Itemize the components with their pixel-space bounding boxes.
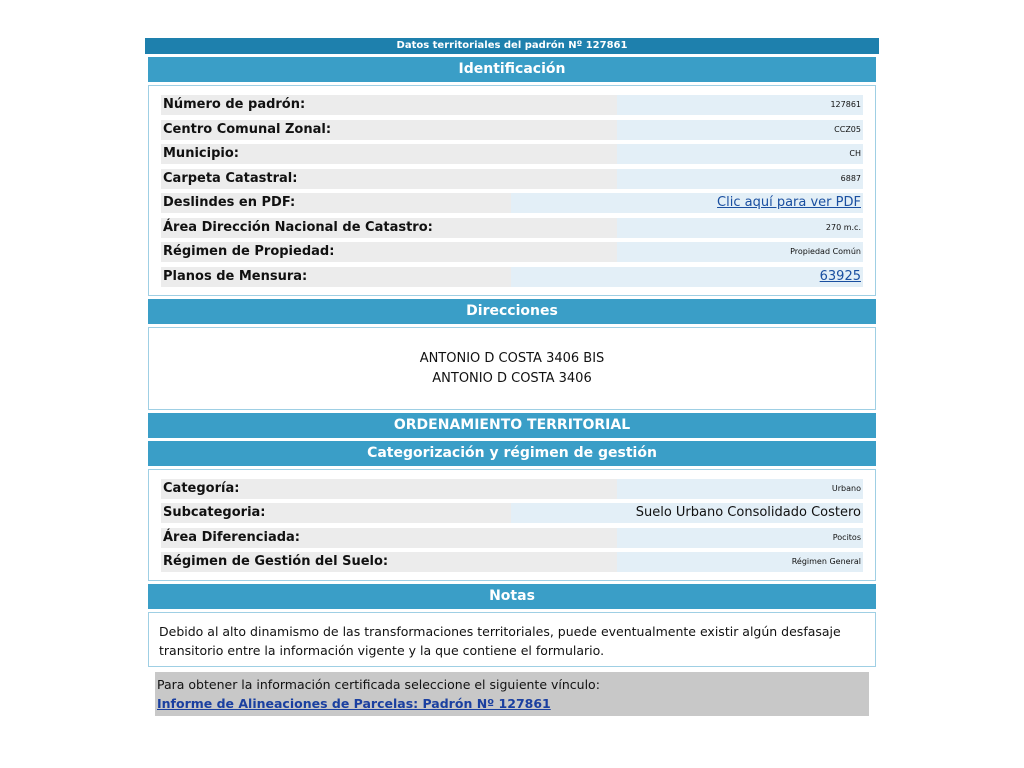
field-value: CH	[617, 144, 863, 164]
address-item: ANTONIO D COSTA 3406	[432, 370, 592, 386]
row-regimen-gestion	[161, 552, 863, 572]
field-value	[511, 267, 863, 287]
field-value	[511, 193, 863, 213]
row-regimen-propiedad	[161, 242, 863, 262]
field-value: Urbano	[617, 479, 863, 499]
field-label: Número de padrón:	[161, 95, 617, 115]
field-value: Pocitos	[617, 528, 863, 548]
row-municipio	[161, 144, 863, 164]
field-label: Área Diferenciada:	[161, 528, 617, 548]
categorizacion-header: Categorización y régimen de gestión	[148, 441, 876, 466]
row-subcategoria	[161, 503, 863, 523]
field-value: Régimen General	[617, 552, 863, 572]
field-value: Propiedad Común	[617, 242, 863, 262]
row-area-diferenciada	[161, 528, 863, 548]
categorizacion-box	[148, 469, 876, 582]
row-centro-comunal	[161, 120, 863, 140]
certificado-box	[155, 672, 869, 716]
row-area-catastro	[161, 218, 863, 238]
field-label: Categoría:	[161, 479, 617, 499]
field-label: Régimen de Gestión del Suelo:	[161, 552, 617, 572]
notas-text: Debido al alto dinamismo de las transformaciones territoriales, puede eventualmente existir algún desfasaje transitorio entre la información vigente y la que contiene el formulario.	[148, 612, 876, 667]
field-value: CCZ05	[617, 120, 863, 140]
notas-header: Notas	[148, 584, 876, 609]
field-value: Suelo Urbano Consolidado Costero	[511, 503, 863, 523]
certificado-text: Para obtener la información certificada seleccione el siguiente vínculo:	[157, 677, 600, 692]
row-deslindes-pdf	[161, 193, 863, 213]
row-carpeta-catastral	[161, 169, 863, 189]
field-label: Municipio:	[161, 144, 617, 164]
row-planos-mensura	[161, 267, 863, 287]
row-numero-padron	[161, 95, 863, 115]
direcciones-header: Direcciones	[148, 299, 876, 324]
identificacion-header: Identificación	[148, 57, 876, 82]
report-container	[145, 38, 879, 716]
identificacion-box	[148, 85, 876, 296]
field-label: Planos de Mensura:	[161, 267, 511, 287]
informe-alineaciones-link[interactable]: Informe de Alineaciones de Parcelas: Padrón Nº 127861	[157, 696, 551, 711]
deslindes-pdf-link[interactable]: Clic aquí para ver PDF	[717, 195, 861, 210]
ordenamiento-header: ORDENAMIENTO TERRITORIAL	[148, 413, 876, 438]
planos-mensura-link[interactable]: 63925	[819, 268, 861, 284]
direcciones-box	[148, 327, 876, 410]
field-value: 6887	[617, 169, 863, 189]
field-label: Subcategoria:	[161, 503, 511, 523]
field-value: 270 m.c.	[617, 218, 863, 238]
row-categoria	[161, 479, 863, 499]
field-label: Carpeta Catastral:	[161, 169, 617, 189]
field-label: Centro Comunal Zonal:	[161, 120, 617, 140]
address-item: ANTONIO D COSTA 3406 BIS	[419, 350, 605, 366]
field-value: 127861	[617, 95, 863, 115]
field-label: Deslindes en PDF:	[161, 193, 511, 213]
field-label: Régimen de Propiedad:	[161, 242, 617, 262]
field-label: Área Dirección Nacional de Catastro:	[161, 218, 617, 238]
page-title-bar: Datos territoriales del padrón Nº 127861	[145, 38, 879, 54]
